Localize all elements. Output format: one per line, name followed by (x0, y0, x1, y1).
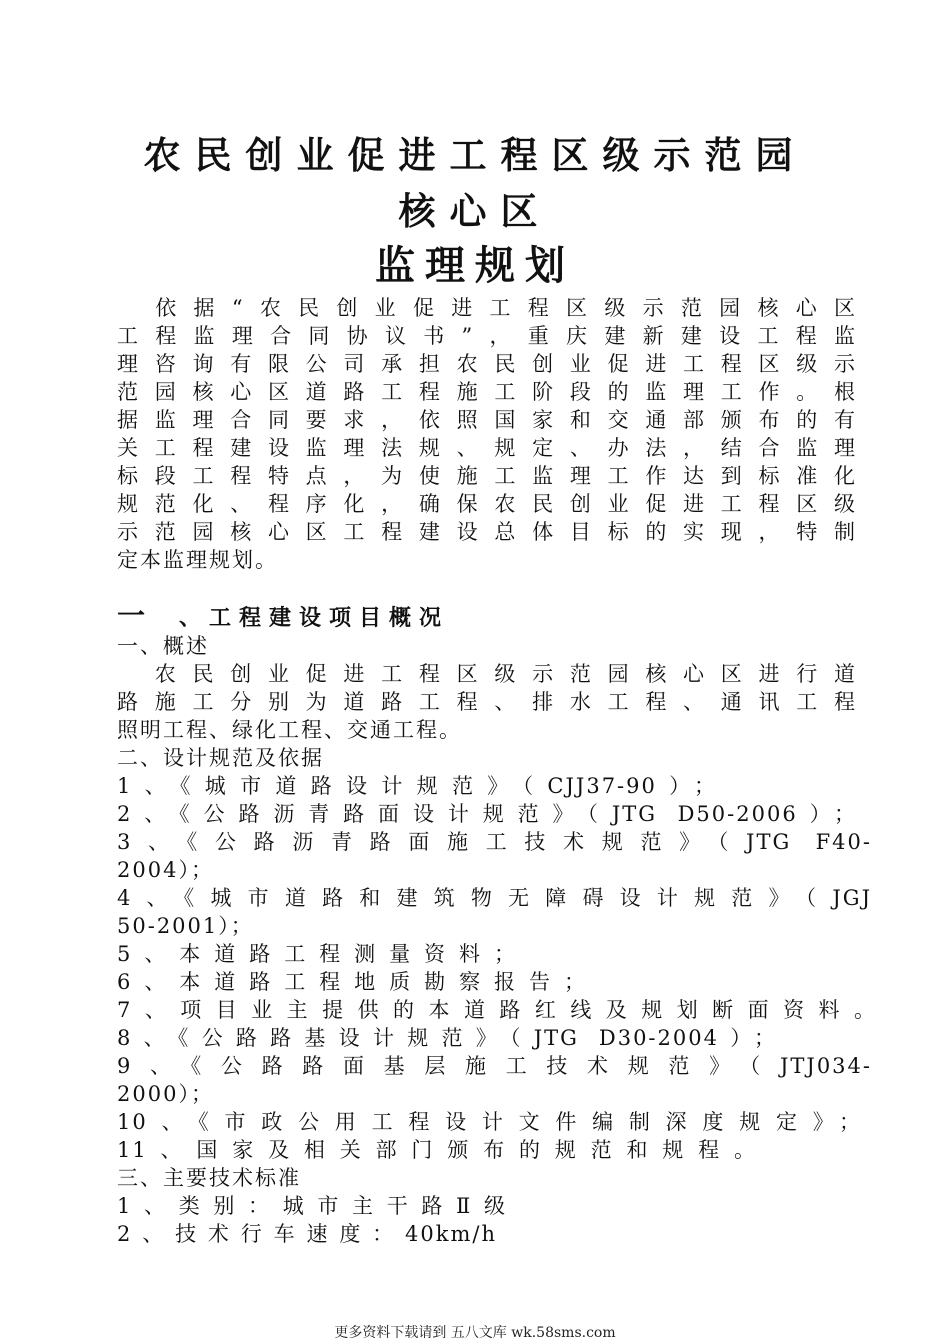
spec-item: 4、《城市道路和建筑物无障碍设计规范》（JGJ (117, 886, 872, 910)
spec-item: 9、《公路路面基层施工技术规范》（JTJ034- (117, 1054, 872, 1078)
intro-line: 示范园核心区工程建设总体目标的实现，特制 (117, 520, 857, 544)
intro-paragraph (117, 294, 857, 574)
overview-line: 照明工程、绿化工程、交通工程。 (117, 718, 462, 742)
footer-watermark-text: 更多资料下载请到 五八文库 wk.58sms.com (334, 1325, 616, 1341)
intro-line: 规范化、程序化，确保农民创业促进工程区级 (117, 492, 857, 516)
overview-paragraph (117, 660, 857, 744)
intro-line: 标段工程特点，为使施工监理工作达到标准化 (117, 464, 857, 488)
subsection-heading: 二、设计规范及依据 (117, 746, 324, 770)
intro-line: 范园核心区道路工程施工阶段的监理工作。根 (117, 380, 857, 404)
overview-line: 路施工分别为道路工程、排水工程、通讯工程 (117, 690, 857, 714)
spec-item: 11、国家及相关部门颁布的规范和规程。 (117, 1138, 757, 1162)
intro-line: 据监理合同要求，依照国家和交通部颁布的有 (117, 408, 857, 432)
tech-item: 2、技术行车速度：40km/h (117, 1222, 497, 1246)
spec-item: 5、本道路工程测量资料； (117, 942, 517, 966)
document-title-line-2: 核心区 (398, 190, 552, 233)
spec-item: 1、《城市道路设计规范》（CJJ37-90）； (117, 774, 717, 798)
intro-line: 定本监理规划。 (117, 548, 278, 572)
intro-line: 理咨询有限公司承担农民创业促进工程区级示 (117, 352, 857, 376)
subsection-heading: 三、主要技术标准 (117, 1166, 301, 1190)
spec-item: 8、《公路路基设计规范》（JTG D30-2004）； (117, 1026, 777, 1050)
spec-item: 7、项目业主提供的本道路红线及规划断面资料。 (117, 998, 877, 1022)
section-title: 、工程建设项目概况 (179, 606, 450, 631)
document-title-line-3: 监理规划 (375, 243, 575, 289)
spec-item: 2、《公路沥青路面设计规范》（JTG D50-2006）； (117, 802, 857, 826)
intro-line: 工程监理合同协议书”，重庆建新建设工程监 (117, 324, 857, 348)
spec-item: 10、《市政公用工程设计文件编制深度规定》； (117, 1110, 862, 1134)
tech-item: 1、类别：城市主干路Ⅱ级 (117, 1194, 507, 1218)
overview-line: 农民创业促进工程区级示范园核心区进行道 (117, 662, 857, 686)
section-heading (117, 594, 449, 634)
spec-item: 3、《公路沥青路面施工技术规范》（JTG F40- (117, 830, 872, 854)
intro-line: 关工程建设监理法规、规定、办法，结合监理 (117, 436, 857, 460)
document-title-line-1: 农民创业促进工程区级示范园 (143, 134, 807, 177)
spec-item: 6、本道路工程地质勘察报告； (117, 970, 587, 994)
section-number: 一 (117, 599, 146, 632)
spec-item-continued: 2004）； (117, 858, 214, 882)
subsection-heading: 一、概述 (117, 634, 209, 658)
spec-item-continued: 2000）； (117, 1082, 214, 1106)
spec-item-continued: 50-2001）； (117, 914, 254, 938)
intro-line: 依据“农民创业促进工程区级示范园核心区 (117, 296, 857, 320)
